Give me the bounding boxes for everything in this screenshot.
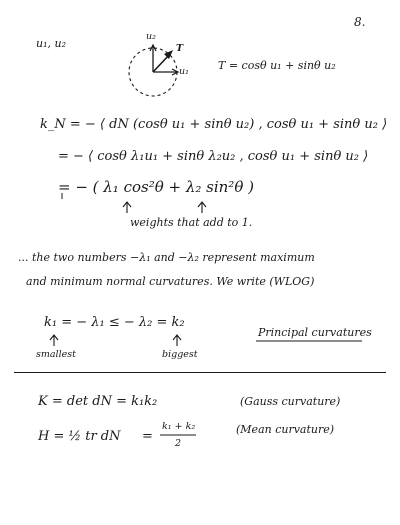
mean-denominator: 2	[175, 438, 182, 449]
kn-line-3: = − ( λ₁ cos²θ + λ₂ sin²θ )	[58, 178, 254, 196]
mean-equals: =	[142, 429, 153, 444]
diagram-label-u2: u₂	[146, 31, 156, 42]
mean-numerator: k₁ + k₂	[162, 421, 196, 432]
principal-sentence-line-2: and minimum normal curvatures. We write (WLOG)	[26, 275, 315, 288]
biggest-label: biggest	[162, 349, 198, 360]
principal-curvatures-title: Principal curvatures	[258, 326, 372, 339]
tangent-formula: T = cosθ u₁ + sinθ u₂	[218, 59, 336, 72]
mean-formula: H = ½ tr dN	[38, 429, 121, 444]
diagram-label-t: T	[176, 43, 184, 54]
mean-curvature-label: (Mean curvature)	[236, 423, 335, 436]
page-number: 8.	[354, 15, 366, 29]
kn-line-2: = − ⟨ cosθ λ₁u₁ + sinθ λ₂u₂ , cosθ u₁ + sinθ u₂ ⟩	[58, 149, 369, 164]
principal-sentence-line-1: ... the two numbers −λ₁ and −λ₂ represent maximum	[18, 251, 315, 264]
curvature-inequality: k₁ = − λ₁ ≤ − λ₂ = k₂	[44, 315, 185, 330]
weights-note: weights that add to 1.	[130, 216, 253, 229]
smallest-label: smallest	[36, 349, 76, 360]
gauss-curvature-label: (Gauss curvature)	[240, 395, 341, 408]
kn-line-1: k_N = − ⟨ dN (cosθ u₁ + sinθ u₂) , cosθ u₁ + sinθ u₂ ⟩	[40, 117, 388, 132]
diagram-label-u1: u₁	[179, 66, 189, 77]
gauss-formula: K = det dN = k₁k₂	[38, 394, 158, 409]
basis-vectors-label: u₁, u₂	[36, 37, 66, 50]
